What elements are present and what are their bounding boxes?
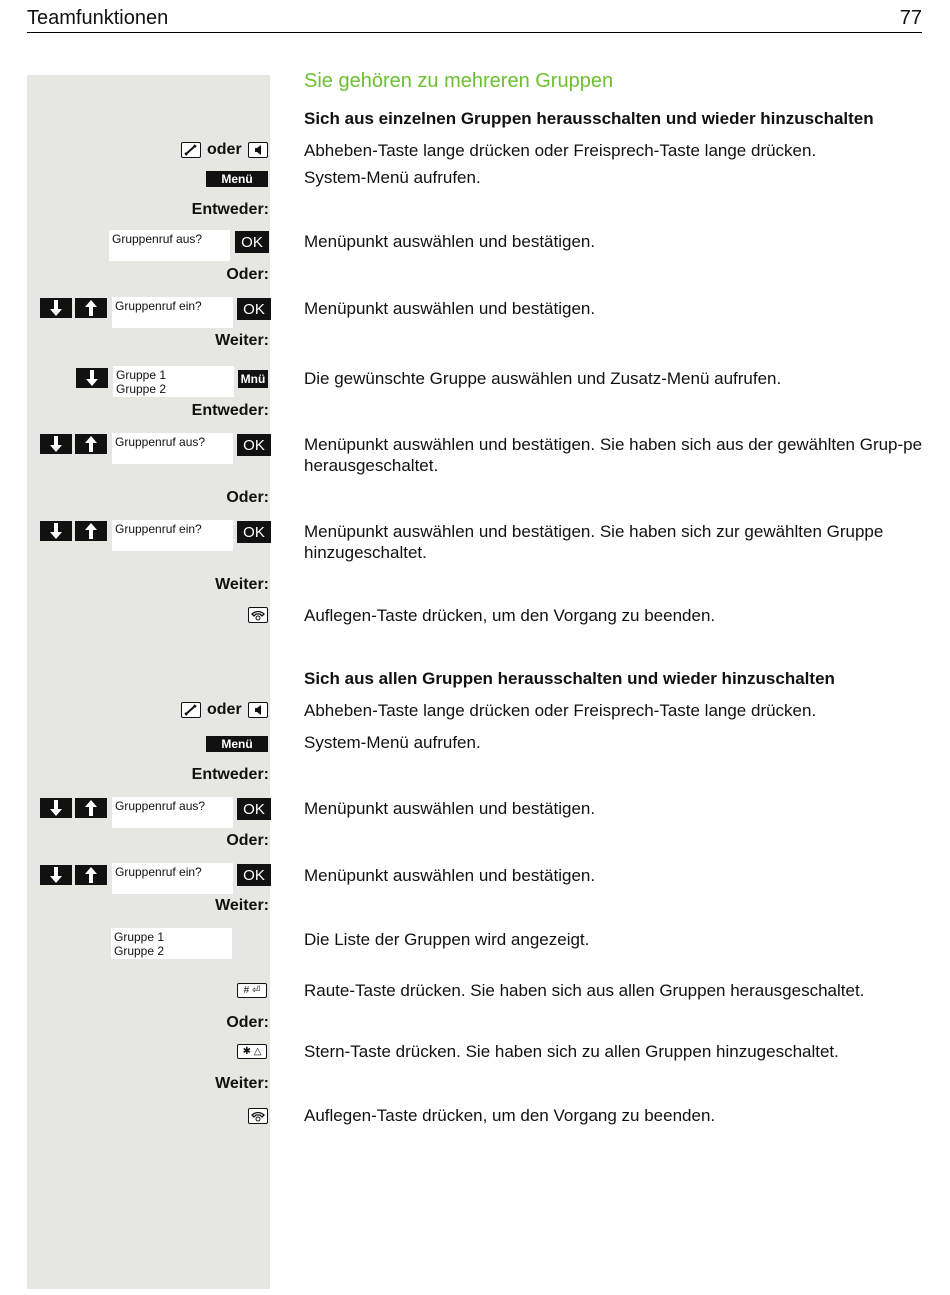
display-text: Gruppenruf ein?	[115, 522, 202, 536]
arrow-down-icon[interactable]	[76, 368, 108, 388]
menu-key[interactable]: Menü	[206, 171, 268, 187]
arrow-up-icon[interactable]	[75, 865, 107, 885]
ok-button[interactable]: OK	[237, 798, 271, 820]
handset-icon[interactable]	[181, 702, 201, 718]
ok-button[interactable]: OK	[237, 298, 271, 320]
label-oder: Oder:	[226, 266, 269, 283]
group-list-display	[113, 366, 234, 397]
label-entweder: Entweder:	[191, 201, 269, 218]
hash-key-icon[interactable]: # ⏎	[237, 983, 267, 998]
instruction-text: Auflegen-Taste drücken, um den Vorgang zu beenden.	[304, 606, 716, 625]
display-screen	[109, 230, 230, 261]
display-text: Gruppenruf aus?	[115, 799, 206, 813]
instruction-text: Raute-Taste drücken. Sie haben sich aus allen Gruppen herausgeschaltet.	[304, 981, 865, 1000]
label-oder: Oder:	[226, 1014, 269, 1031]
ok-button[interactable]: OK	[237, 434, 271, 456]
section2-subheading: Sich aus allen Gruppen herausschalten und wieder hinzuschalten	[304, 669, 835, 688]
page-title: Teamfunktionen	[27, 7, 169, 29]
arrow-down-icon[interactable]	[40, 434, 72, 454]
ok-button[interactable]: OK	[235, 231, 269, 253]
page-number: 77	[899, 7, 922, 29]
display-text: Gruppenruf aus?	[115, 435, 206, 449]
menu-key[interactable]: Menü	[206, 736, 268, 752]
label-weiter: Weiter:	[215, 1075, 269, 1092]
hangup-icon[interactable]	[248, 1108, 268, 1124]
display-text: Gruppenruf ein?	[115, 865, 202, 879]
instruction-text: Menüpunkt auswählen und bestätigen. Sie haben sich aus der gewählten Grup-pe herausgeschaltet.	[304, 435, 923, 475]
arrow-up-icon[interactable]	[75, 798, 107, 818]
arrow-down-icon[interactable]	[40, 865, 72, 885]
star-key-icon[interactable]: ✱ △	[237, 1044, 267, 1059]
ok-button[interactable]: OK	[237, 864, 271, 886]
arrow-up-icon[interactable]	[75, 298, 107, 318]
group-list-display	[111, 928, 232, 959]
label-weiter: Weiter:	[215, 332, 269, 349]
instruction-text: System-Menü aufrufen.	[304, 733, 481, 752]
ok-button[interactable]: OK	[237, 521, 271, 543]
group-item: Gruppe 1	[114, 930, 165, 944]
arrow-up-icon[interactable]	[75, 521, 107, 541]
instruction-text: Menüpunkt auswählen und bestätigen.	[304, 232, 596, 251]
label-weiter: Weiter:	[215, 897, 269, 914]
instruction-text: Menüpunkt auswählen und bestätigen.	[304, 866, 596, 885]
group-item: Gruppe 2	[114, 944, 165, 958]
mnu-button[interactable]: Mnü	[238, 370, 268, 388]
label-entweder: Entweder:	[191, 402, 269, 419]
instruction-text: Die Liste der Gruppen wird angezeigt.	[304, 930, 590, 949]
instruction-text: Die gewünschte Gruppe auswählen und Zusatz-Menü aufrufen.	[304, 369, 782, 388]
arrow-down-icon[interactable]	[40, 521, 72, 541]
page-header	[27, 6, 922, 33]
group-item: Gruppe 2	[116, 382, 167, 396]
group-item: Gruppe 1	[116, 368, 167, 382]
label-oder: Oder:	[226, 489, 269, 506]
oder-text: oder	[207, 141, 242, 158]
speaker-icon[interactable]	[248, 142, 268, 158]
section-heading: Sie gehören zu mehreren Gruppen	[304, 70, 614, 92]
instruction-text: Menüpunkt auswählen und bestätigen.	[304, 299, 596, 318]
display-screen	[112, 797, 233, 828]
arrow-down-icon[interactable]	[40, 298, 72, 318]
hangup-icon[interactable]	[248, 607, 268, 623]
display-text: Gruppenruf ein?	[115, 299, 202, 313]
arrow-up-icon[interactable]	[75, 434, 107, 454]
oder-text: oder	[207, 701, 242, 718]
speaker-icon[interactable]	[248, 702, 268, 718]
label-weiter: Weiter:	[215, 576, 269, 593]
instruction-text: System-Menü aufrufen.	[304, 168, 481, 187]
label-entweder: Entweder:	[191, 766, 269, 783]
handset-icon[interactable]	[181, 142, 201, 158]
section1-subheading: Sich aus einzelnen Gruppen herausschalten und wieder hinzuschalten	[304, 109, 874, 128]
instruction-text: Menüpunkt auswählen und bestätigen.	[304, 799, 596, 818]
instruction-text: Abheben-Taste lange drücken oder Freisprech-Taste lange drücken.	[304, 701, 817, 720]
instruction-text: Stern-Taste drücken. Sie haben sich zu allen Gruppen hinzugeschaltet.	[304, 1042, 839, 1061]
display-screen	[112, 520, 233, 551]
display-text: Gruppenruf aus?	[112, 232, 203, 246]
instruction-text: Menüpunkt auswählen und bestätigen. Sie haben sich zur gewählten Gruppe hinzugeschaltet.	[304, 522, 884, 562]
display-screen	[112, 863, 233, 894]
display-screen	[112, 433, 233, 464]
instruction-text: Auflegen-Taste drücken, um den Vorgang zu beenden.	[304, 1106, 716, 1125]
instruction-text: Abheben-Taste lange drücken oder Freisprech-Taste lange drücken.	[304, 141, 817, 160]
label-oder: Oder:	[226, 832, 269, 849]
display-screen	[112, 297, 233, 328]
arrow-down-icon[interactable]	[40, 798, 72, 818]
